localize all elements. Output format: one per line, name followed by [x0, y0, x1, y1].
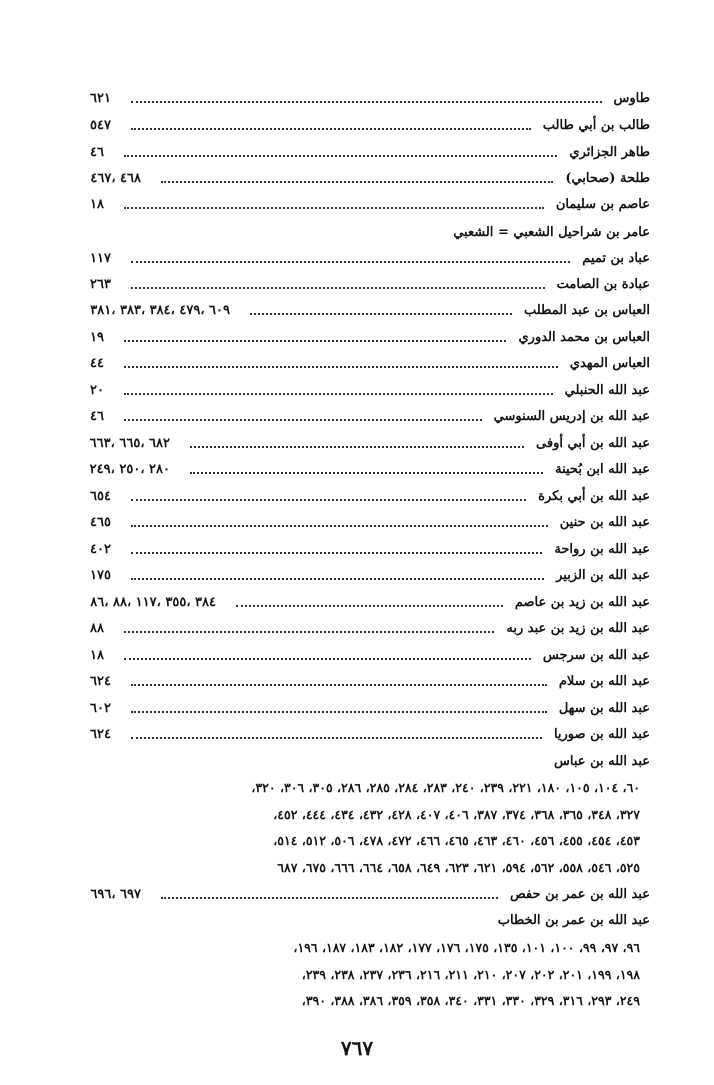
leader-dots	[124, 151, 557, 157]
entry-name: طالب بن أبي طالب	[542, 118, 650, 133]
page-refs-line: ٥٢٥، ٥٤٦، ٥٥٨، ٥٦٢، ٥٩٤، ٦٢١، ٦٢٣، ٦٤٩، ٦٥٨، ٦٦٤، ٦٦٦، ٦٧٥، ٦٨٧	[277, 860, 640, 875]
index-entry	[60, 910, 650, 932]
leader-dots	[124, 654, 531, 660]
entry-pages: ١٨	[90, 648, 104, 663]
index-entry	[60, 459, 650, 481]
index-entry	[60, 486, 650, 508]
leader-dots	[250, 309, 512, 315]
index-entry	[60, 618, 650, 640]
index-entry	[60, 327, 650, 349]
entry-pages: ١٧٥	[90, 568, 111, 583]
entry-name: عبد الله بن أبي أوفى	[536, 436, 650, 451]
page-refs-line: ٩٦، ٩٧، ٩٩، ١٠٠، ١٠١، ١٣٥، ١٧٥، ١٧٦، ١٧٧، ١٨٢، ١٨٣، ١٨٧، ١٩٦،	[293, 940, 640, 955]
index-entry	[60, 724, 650, 746]
entry-name: عبد الله بن سهل	[558, 701, 650, 716]
entry-pages: ٦٢٤	[90, 727, 111, 742]
entry-pages: ٦٠٩ ،٤٧٩ ،٣٨٤ ،٣٨٣ ،٣٨١	[90, 303, 230, 318]
entry-name: العباس المهدي	[569, 356, 650, 371]
leader-dots	[190, 468, 543, 474]
entry-name: طاهر الجزائري	[569, 145, 650, 160]
page-refs-line: ١٩٨، ١٩٩، ٢٠١، ٢٠٢، ٢٠٧، ٢١٠، ٢١١، ٢١٦، ٢٣٦، ٢٣٧، ٢٣٨، ٢٣٩،	[301, 967, 640, 982]
entry-name: عبد الله بن أبي بكرة	[538, 489, 650, 504]
entry-pages: ٦٢٤	[90, 674, 111, 689]
entry-name: عبد الله بن إدريس السنوسي	[493, 409, 650, 424]
entry-name: طلحة (صحابي)	[565, 171, 650, 186]
entry-name: عبد الله بن سرجس	[542, 648, 650, 663]
index-entry	[60, 115, 650, 137]
entry-name: عبد الله بن حنين	[559, 515, 650, 530]
leader-dots	[124, 415, 482, 421]
leader-dots	[131, 521, 548, 527]
entry-pages: ١١٧	[90, 251, 111, 266]
page-number: ٧٦٧	[340, 1036, 374, 1060]
entry-name: عبد الله بن سلام	[558, 674, 650, 689]
entry-name: عبد الله بن عمر بن الخطاب	[497, 913, 650, 928]
index-entry	[60, 751, 650, 773]
entry-pages: ٤٦٥	[90, 515, 111, 530]
leader-dots	[131, 707, 547, 713]
entry-name: عبادة بن الصامت	[556, 277, 650, 292]
leader-dots	[161, 893, 498, 899]
entry-name: عبد الله بن رواحة	[554, 542, 650, 557]
entry-pages: ٣٨٤ ،٣٥٥ ،١١٧ ،٨٨ ،٨٦	[90, 595, 216, 610]
index-entry	[60, 565, 650, 587]
index-entry	[60, 380, 650, 402]
index-entry	[60, 142, 650, 164]
index-entry	[60, 645, 650, 667]
leader-dots	[124, 389, 553, 395]
leader-dots	[131, 257, 570, 263]
index-entry	[60, 698, 650, 720]
leader-dots	[131, 495, 526, 501]
entry-pages: ٤٦	[90, 145, 104, 160]
entry-name: عبد الله بن عباس	[554, 754, 650, 769]
page-refs-line: ٢٤٩، ٢٩٣، ٣١٦، ٣٢٩، ٣٣٠، ٣٣١، ٣٤٠، ٣٥٨، ٣٥٩، ٣٨٦، ٣٨٨، ٣٩٠،	[301, 993, 640, 1008]
entry-name: عبد الله بن الزبير	[556, 568, 650, 583]
entry-name: العباس بن عبد المطلب	[523, 303, 650, 318]
entry-name: طاوس	[613, 91, 650, 106]
leader-dots	[131, 733, 542, 739]
leader-dots	[236, 601, 503, 607]
leader-dots	[131, 97, 602, 103]
index-entry	[60, 274, 650, 296]
index-entry	[60, 406, 650, 428]
entry-name: عباد بن تميم	[582, 251, 650, 266]
index-entry	[60, 300, 650, 322]
leader-dots	[131, 680, 547, 686]
entry-pages: ٤٦	[90, 409, 104, 424]
leader-dots	[124, 336, 506, 342]
leader-dots	[124, 203, 544, 209]
entry-name: عبد الله بن صوريا	[553, 727, 650, 742]
entry-name: عبد الله بن زيد بن عبد ربه	[506, 621, 650, 636]
entry-pages: ٥٤٧	[90, 118, 111, 133]
index-entry	[60, 168, 650, 190]
leader-dots	[124, 362, 558, 368]
leader-dots	[131, 283, 545, 289]
page-refs-line: ٤٥٣، ٤٥٤، ٤٥٥، ٤٥٦، ٤٦٠، ٤٦٣، ٤٦٥، ٤٦٦، ٤٧٢، ٤٧٨، ٥٠٦، ٥١٢، ٥١٤،	[273, 833, 640, 848]
entry-pages: ١٨	[90, 197, 104, 212]
entry-name: عبد الله بن عمر بن حفص	[510, 887, 650, 902]
index-entry	[60, 592, 650, 614]
entry-pages: ٦٢١	[90, 91, 111, 106]
entry-name: عاصم بن سليمان	[555, 197, 650, 212]
index-entry	[60, 88, 650, 110]
index-entry	[60, 194, 650, 216]
index-entry	[60, 222, 650, 244]
index-entry	[60, 884, 650, 906]
leader-dots	[161, 177, 553, 183]
entry-name: عبد الله ابن بُحينة	[555, 462, 650, 477]
entry-pages: ٢٨٠ ،٢٥٠ ،٢٤٩	[89, 462, 170, 477]
index-entry	[60, 671, 650, 693]
entry-pages: ٤٦٨ ،٤٦٧	[90, 171, 141, 186]
page-refs-line: ٣٢٧، ٣٤٨، ٣٦٥، ٣٦٨، ٣٧٤، ٣٨٧، ٤٠٦، ٤٠٧، ٤٢٨، ٤٣٢، ٤٣٤، ٤٤٤، ٤٥٢،	[273, 807, 640, 822]
index-entry	[60, 433, 650, 455]
entry-pages: ٤٠٢	[90, 542, 111, 557]
entry-pages: ٤٤	[90, 356, 104, 371]
entry-pages: ٨٨	[90, 621, 104, 636]
leader-dots	[131, 124, 531, 130]
index-entry	[60, 512, 650, 534]
entry-name: عبد الله الحنبلي	[564, 383, 650, 398]
index-entry	[60, 248, 650, 270]
entry-pages: ٦٩٧ ،٦٩٦	[90, 887, 141, 902]
entry-name: العباس بن محمد الدوري	[518, 330, 650, 345]
leader-dots	[124, 627, 494, 633]
entry-pages: ٢٠	[90, 383, 104, 398]
leader-dots	[190, 442, 524, 448]
index-entry	[60, 539, 650, 561]
entry-pages: ٦٠٢	[90, 701, 111, 716]
leader-dots	[131, 574, 544, 580]
entry-pages: ١٩	[90, 330, 104, 345]
leader-dots	[131, 548, 542, 554]
page-refs-line: ٦٠، ١٠٤، ١٠٥، ١٨٠، ٢٢١، ٢٣٩، ٢٤٠، ٢٨٣، ٢٨٤، ٢٨٥، ٢٨٦، ٣٠٥، ٣٠٦، ٣٢٠،	[251, 780, 640, 795]
entry-pages: ٢٦٣	[90, 277, 111, 292]
entry-pages: ٦٥٤	[90, 489, 111, 504]
index-entry	[60, 353, 650, 375]
entry-name: عامر بن شراحيل الشعبي = الشعبي	[453, 225, 650, 240]
entry-pages: ٦٨٢ ،٦٦٥ ،٦٦٣	[89, 436, 170, 451]
entry-name: عبد الله بن زيد بن عاصم	[514, 595, 650, 610]
